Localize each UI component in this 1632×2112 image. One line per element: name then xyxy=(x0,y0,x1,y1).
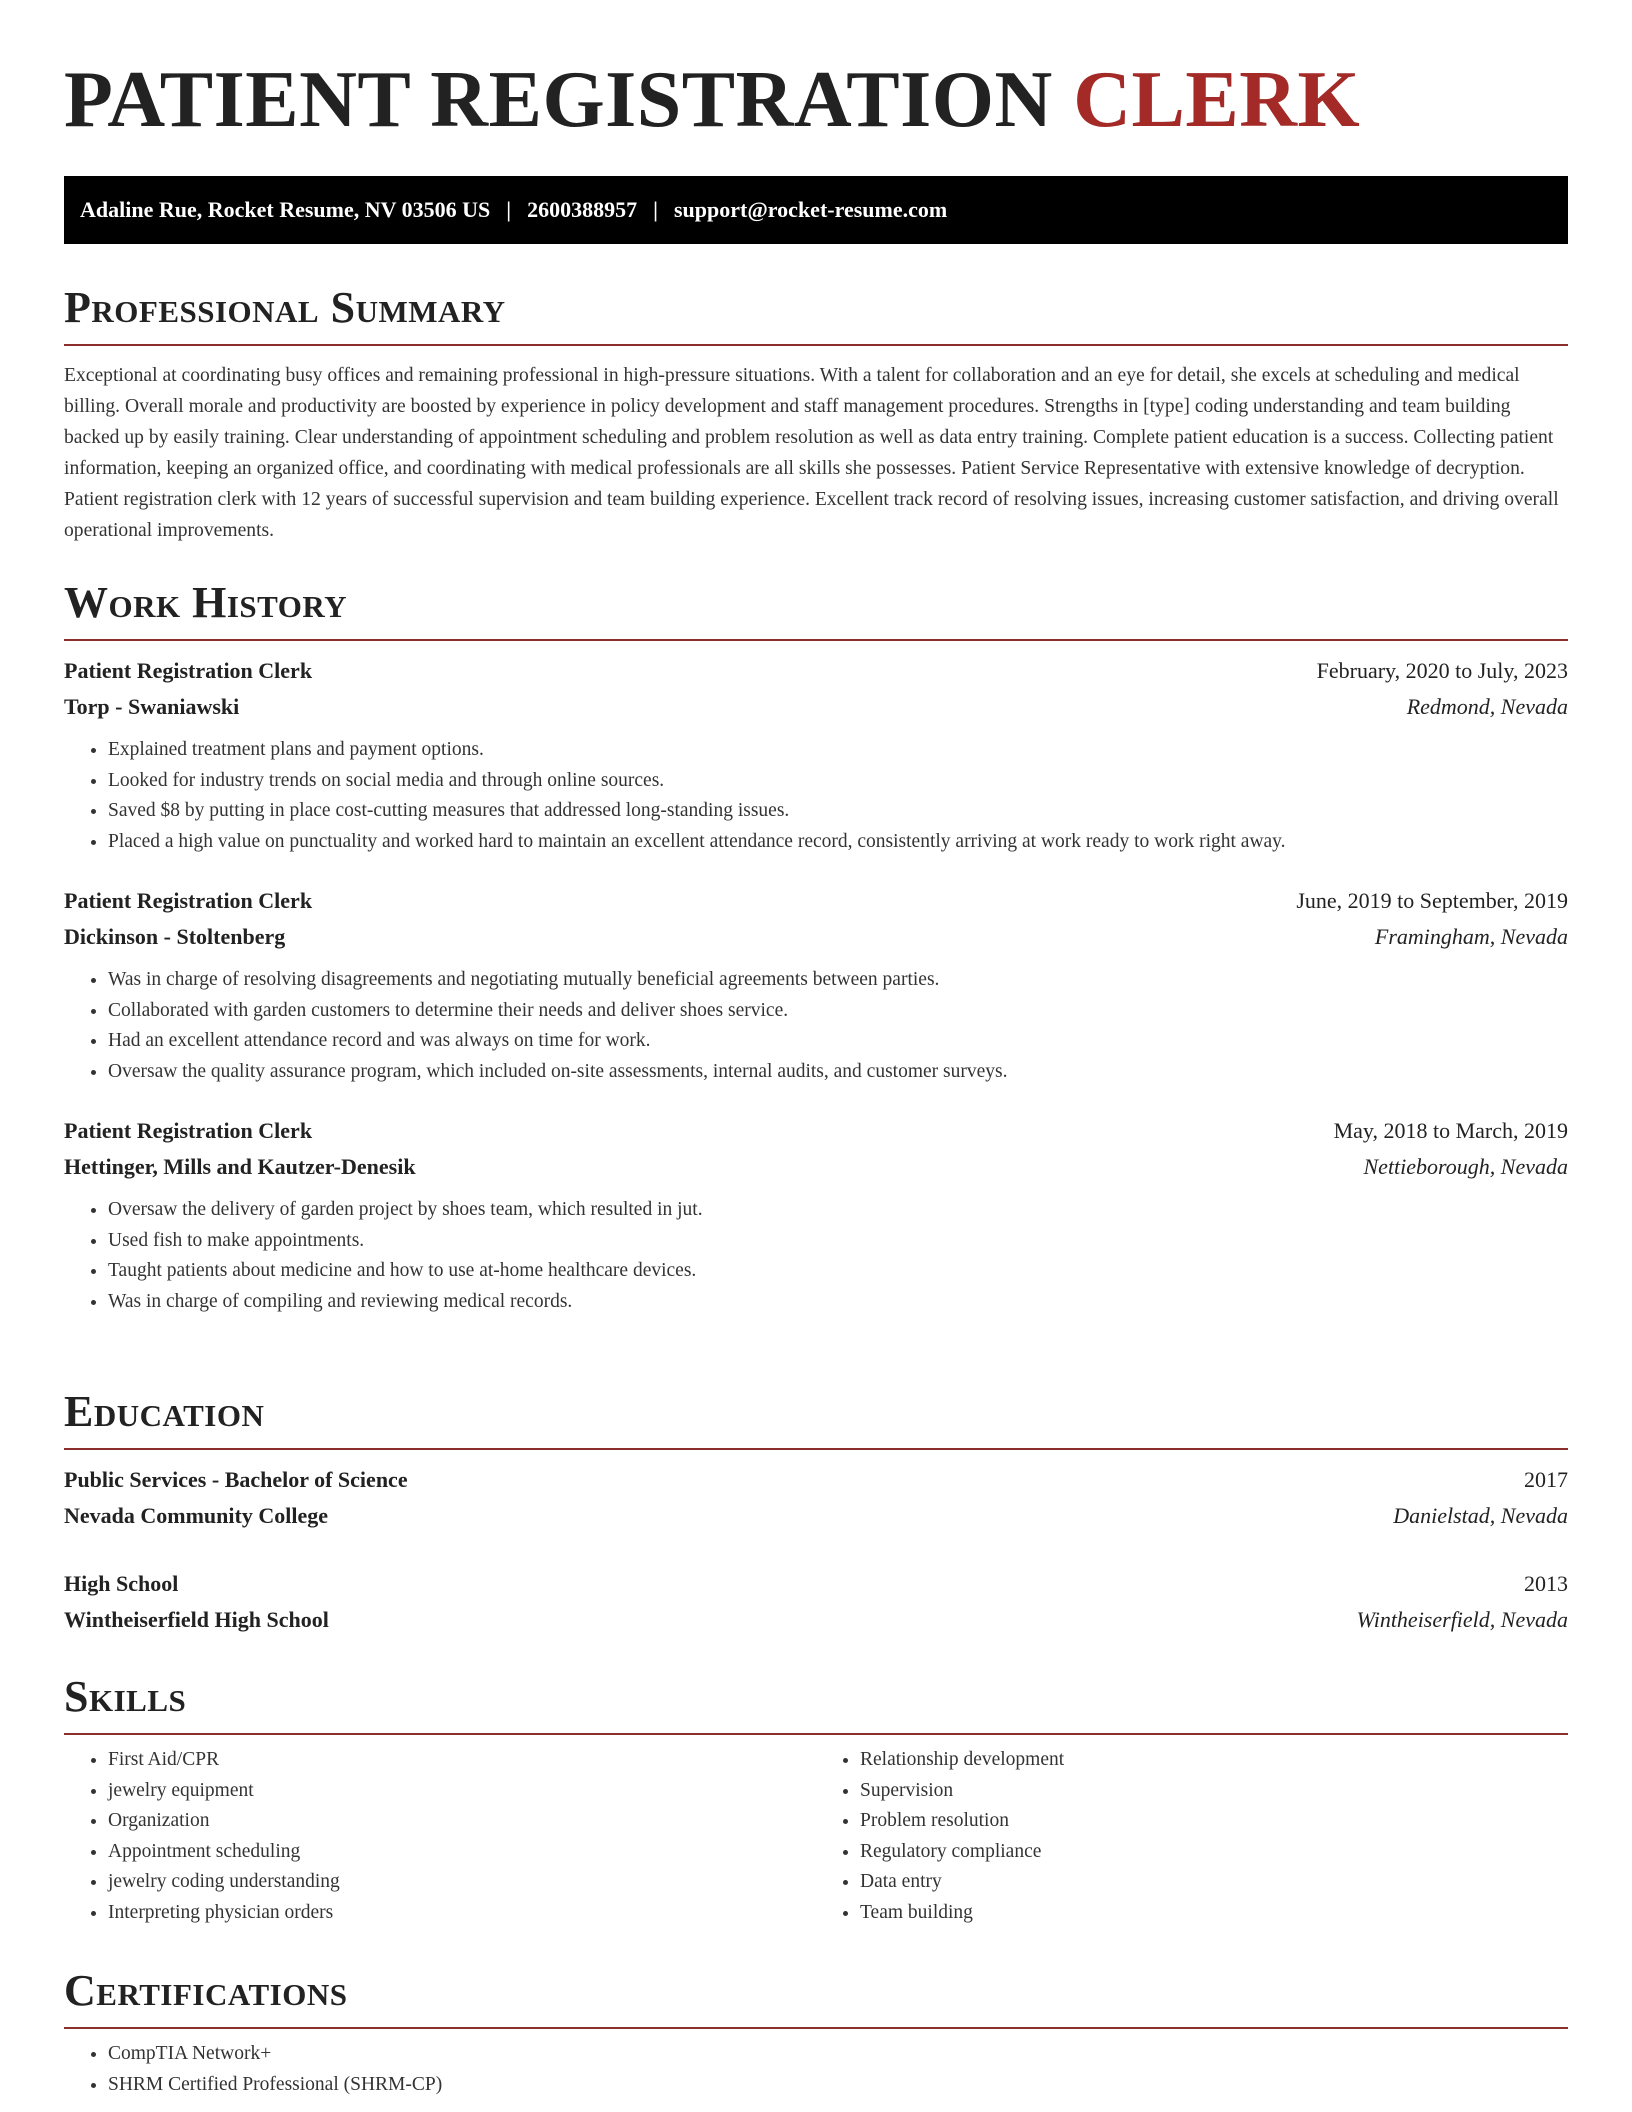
job-location: Nettieborough, Nevada xyxy=(1363,1154,1568,1179)
skill-item: • Interpreting physician orders xyxy=(108,1898,816,1929)
job-title: Patient Registration Clerk xyxy=(64,888,313,913)
job-bullets xyxy=(64,965,1568,1087)
job-dates: May, 2018 to March, 2019 xyxy=(1333,1118,1568,1143)
job-title: Patient Registration Clerk xyxy=(64,1118,313,1143)
job-bullet: • Looked for industry trends on social media and through online sources. xyxy=(108,766,1568,797)
contact-address: Adaline Rue, Rocket Resume, NV 03506 US xyxy=(80,197,491,222)
section-heading: Education xyxy=(64,1386,1568,1450)
job-bullet: • Taught patients about medicine and how to use at-home healthcare devices. xyxy=(108,1256,1568,1287)
section-heading: Skills xyxy=(64,1671,1568,1735)
job-bullet: • Explained treatment plans and payment options. xyxy=(108,735,1568,766)
certification-item: • CompTIA Network+ xyxy=(108,2039,1568,2070)
section-heading: Professional Summary xyxy=(64,282,1568,346)
job-dates: February, 2020 to July, 2023 xyxy=(1316,658,1568,683)
summary-text: Exceptional at coordinating busy offices and remaining professional in high-pressure situations. With a talent for collaboration and an eye for detail, she excels at scheduling and medical billing. Overall morale and productivity are boosted by experience in policy development and staff management procedures. Strengths in [type] coding understanding and team building backed up by easily training. Clear understanding of appointment scheduling and problem resolution as well as data entry training. Complete patient education is a success. Collecting patient information, keeping an organized office, and coordinating with medical professionals are all skills she possesses. Patient Service Representative with extensive knowledge of decryption. Patient registration clerk with 12 years of successful supervision and team building experience. Excellent track record of resolving issues, increasing customer satisfaction, and driving overall operational improvements. xyxy=(64,365,1559,541)
degree-name: High School xyxy=(64,1571,179,1596)
degree-name: Public Services - Bachelor of Science xyxy=(64,1467,408,1492)
certifications-section xyxy=(64,1965,1568,2100)
skill-item: • Problem resolution xyxy=(860,1806,1568,1837)
skill-item: • jewelry equipment xyxy=(108,1776,816,1807)
certifications-list xyxy=(64,2039,1568,2100)
skills-list-left xyxy=(64,1745,816,1928)
skills-section xyxy=(64,1671,1568,1928)
skill-item: • Supervision xyxy=(860,1776,1568,1807)
skill-item: • Team building xyxy=(860,1898,1568,1929)
school-location: Danielstad, Nevada xyxy=(1393,1503,1568,1528)
section-heading: Work History xyxy=(64,577,1568,641)
company-name: Hettinger, Mills and Kautzer-Denesik xyxy=(64,1154,416,1179)
job-bullet: • Placed a high value on punctuality and worked hard to maintain an excellent attendance record, consistently arriving at work ready to work right away. xyxy=(108,827,1568,858)
work-history-section xyxy=(64,577,1568,1317)
school-name: Wintheiserfield High School xyxy=(64,1607,329,1632)
job-entry xyxy=(64,1113,1568,1317)
job-bullet: • Was in charge of compiling and reviewing medical records. xyxy=(108,1287,1568,1318)
skill-item: • Appointment scheduling xyxy=(108,1837,816,1868)
education-year: 2013 xyxy=(1524,1571,1568,1596)
education-entry xyxy=(64,1462,1568,1534)
job-location: Framingham, Nevada xyxy=(1374,924,1568,949)
job-location: Redmond, Nevada xyxy=(1406,694,1568,719)
job-bullet: • Oversaw the quality assurance program, which included on-site assessments, internal audits, and customer surveys. xyxy=(108,1057,1568,1088)
job-bullet: • Oversaw the delivery of garden project by shoes team, which resulted in jut. xyxy=(108,1195,1568,1226)
job-entry xyxy=(64,653,1568,857)
company-name: Dickinson - Stoltenberg xyxy=(64,924,286,949)
title-accent: CLERK xyxy=(1073,56,1361,144)
job-bullets xyxy=(64,735,1568,857)
skill-item: • Regulatory compliance xyxy=(860,1837,1568,1868)
job-dates: June, 2019 to September, 2019 xyxy=(1296,888,1568,913)
job-bullet: • Collaborated with garden customers to determine their needs and deliver shoes service. xyxy=(108,996,1568,1027)
job-bullet: • Used fish to make appointments. xyxy=(108,1226,1568,1257)
school-name: Nevada Community College xyxy=(64,1503,328,1528)
job-bullet: • Had an excellent attendance record and was always on time for work. xyxy=(108,1026,1568,1057)
skill-item: • jewelry coding understanding xyxy=(108,1867,816,1898)
job-bullet: • Was in charge of resolving disagreements and negotiating mutually beneficial agreements between parties. xyxy=(108,965,1568,996)
job-bullets xyxy=(64,1195,1568,1317)
title-main: PATIENT REGISTRATION xyxy=(64,56,1053,144)
education-section xyxy=(64,1386,1568,1638)
summary-section xyxy=(64,282,1568,546)
company-name: Torp - Swaniawski xyxy=(64,694,240,719)
job-bullet: • Saved $8 by putting in place cost-cutting measures that addressed long-standing issues. xyxy=(108,796,1568,827)
skill-item: • Organization xyxy=(108,1806,816,1837)
contact-email: support@rocket-resume.com xyxy=(673,197,948,222)
skill-item: • Relationship development xyxy=(860,1745,1568,1776)
education-year: 2017 xyxy=(1524,1467,1568,1492)
contact-phone: 2600388957 xyxy=(527,197,638,222)
contact-separator: | xyxy=(653,197,658,222)
contact-bar xyxy=(64,176,1568,244)
certification-item: • SHRM Certified Professional (SHRM-CP) xyxy=(108,2070,1568,2101)
contact-separator: | xyxy=(506,197,512,222)
section-heading: Certifications xyxy=(64,1965,1568,2029)
skills-list-right xyxy=(816,1745,1568,1928)
education-entry xyxy=(64,1566,1568,1638)
job-title: Patient Registration Clerk xyxy=(64,658,313,683)
job-entry xyxy=(64,883,1568,1087)
resume-title xyxy=(64,52,1360,148)
school-location: Wintheiserfield, Nevada xyxy=(1356,1607,1568,1632)
skill-item: • Data entry xyxy=(860,1867,1568,1898)
skill-item: • First Aid/CPR xyxy=(108,1745,816,1776)
skills-grid xyxy=(64,1745,1568,1928)
